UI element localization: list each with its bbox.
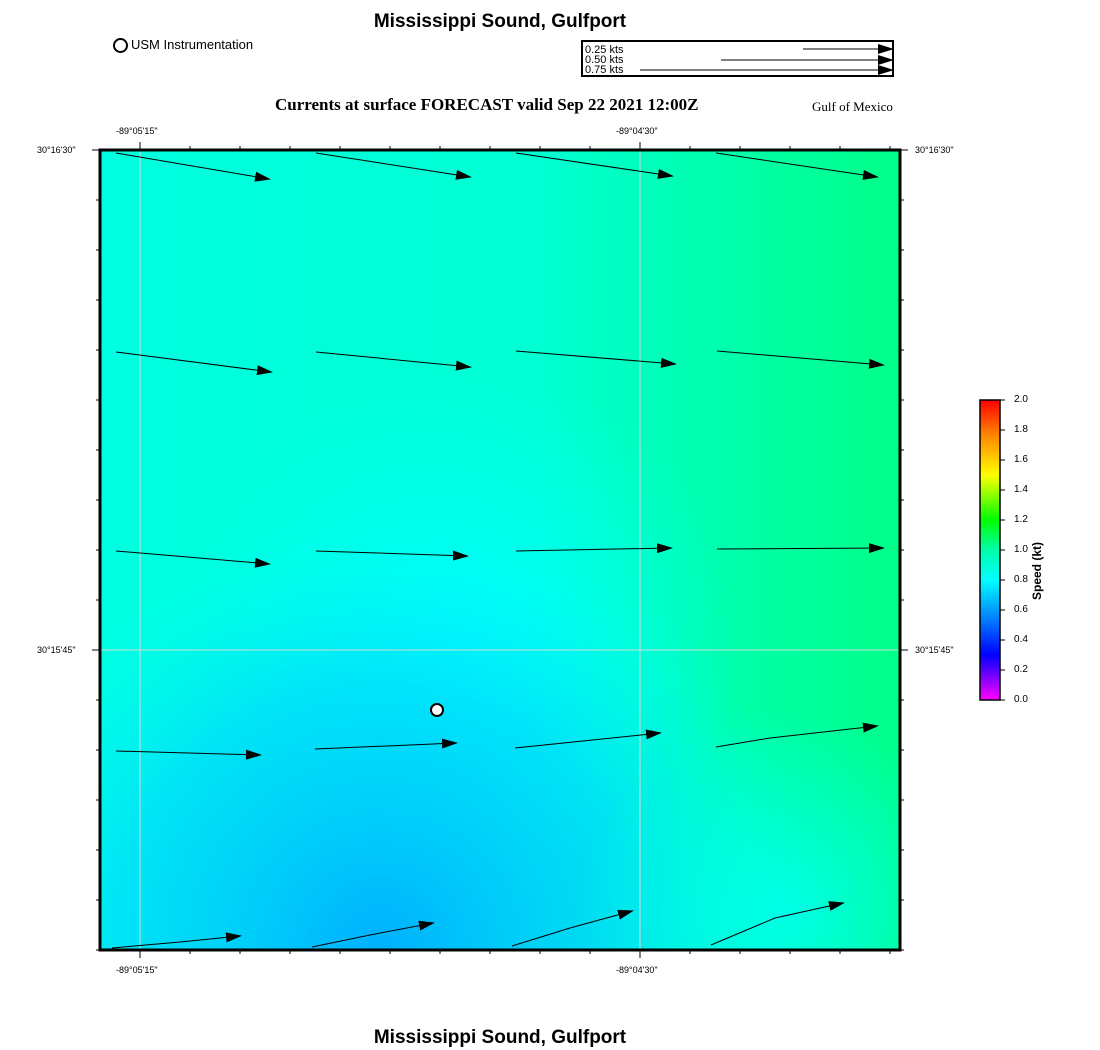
legend-station-label: USM Instrumentation — [131, 37, 254, 52]
station-marker-icon[interactable] — [431, 704, 443, 716]
scale-arrows — [640, 49, 892, 70]
bottom-tick-label: -89°05'15" — [116, 965, 158, 975]
region-label: Gulf of Mexico — [812, 99, 893, 114]
colorbar-tick-label: 1.2 — [1014, 514, 1028, 525]
colorbar-tick-label: 0.6 — [1014, 604, 1028, 615]
colorbar-tick-label: 2.0 — [1014, 394, 1028, 405]
colorbar-tick-label: 0.8 — [1014, 574, 1028, 585]
right-tick-label: 30°16'30" — [915, 145, 954, 155]
colorbar — [980, 400, 1005, 700]
forecast-subtitle: Currents at surface FORECAST valid Sep 22 2021 12:00Z — [275, 95, 699, 114]
bottom-tick-label: -89°04'30" — [616, 965, 658, 975]
figure-bottom-title: Mississippi Sound, Gulfport — [373, 1027, 627, 1048]
top-tick-label: -89°05'15" — [116, 126, 158, 136]
colorbar-tick-label: 0.0 — [1014, 694, 1028, 705]
figure-title: Mississippi Sound, Gulfport — [373, 11, 627, 32]
colorbar-tick-label: 1.6 — [1014, 454, 1028, 465]
colorbar-title: Speed (kt) — [1030, 541, 1044, 600]
scale-label-025: 0.25 kts — [585, 44, 624, 56]
colorbar-tick-label: 1.4 — [1014, 484, 1028, 495]
scale-label-050: 0.50 kts — [585, 54, 624, 66]
speed-field — [100, 150, 900, 950]
left-tick-label: 30°16'30" — [37, 145, 76, 155]
left-tick-label: 30°15'45" — [37, 645, 76, 655]
top-tick-label: -89°04'30" — [616, 126, 658, 136]
colorbar-tick-label: 0.4 — [1014, 634, 1028, 645]
scale-label-075: 0.75 kts — [585, 64, 624, 76]
colorbar-tick-label: 0.2 — [1014, 664, 1028, 675]
right-tick-label: 30°15'45" — [915, 645, 954, 655]
colorbar-tick-label: 1.8 — [1014, 424, 1028, 435]
colorbar-tick-label: 1.0 — [1014, 544, 1028, 555]
